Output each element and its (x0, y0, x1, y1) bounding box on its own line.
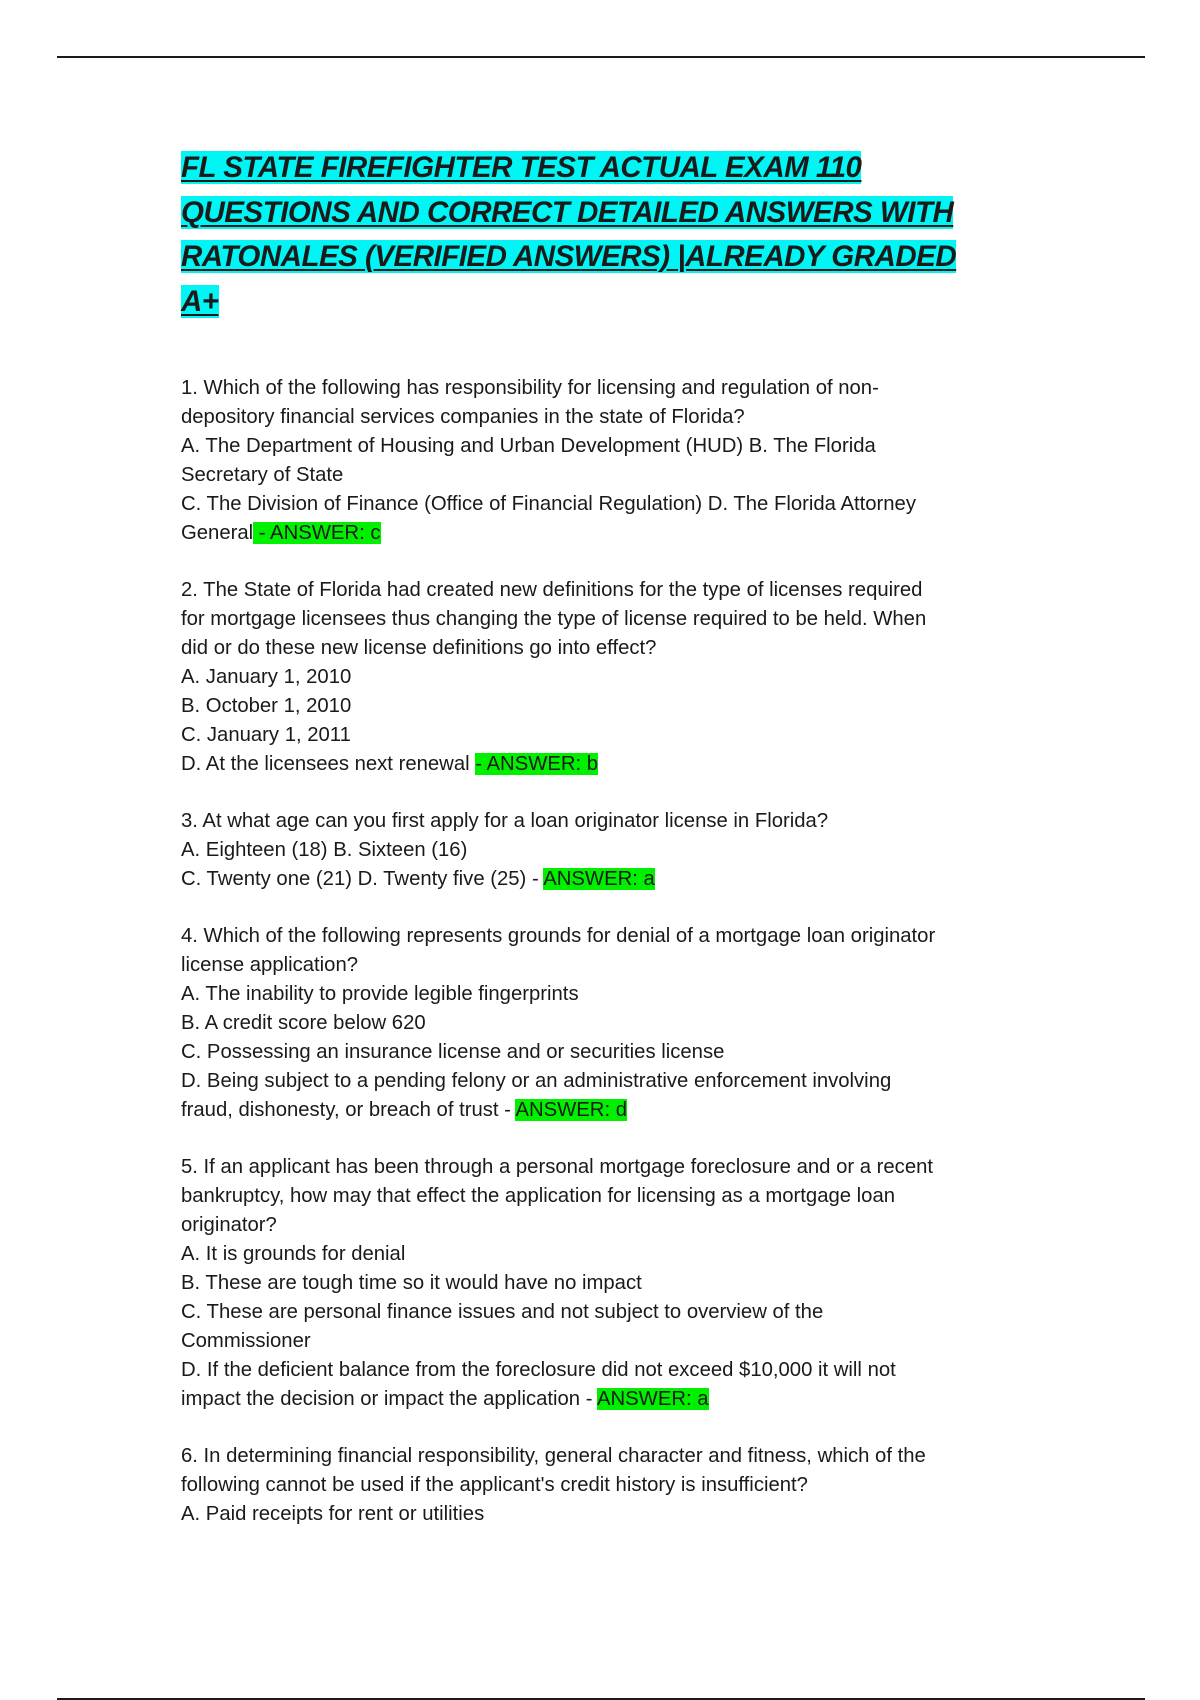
title-line-text: FL STATE FIREFIGHTER TEST ACTUAL EXAM 110 (181, 151, 862, 184)
question-line (181, 663, 1041, 692)
question-text: B. These are tough time so it would have no impact (181, 1272, 642, 1294)
question-line (181, 865, 1041, 894)
question-text: B. October 1, 2010 (181, 695, 352, 717)
answer-highlight: - ANSWER: c (253, 522, 381, 544)
document-title (181, 146, 1041, 324)
question-text: D. If the deficient balance from the foreclosure did not exceed $10,000 it will not (181, 1359, 896, 1381)
question-line (181, 461, 1041, 490)
question-text: D. Being subject to a pending felony or an administrative enforcement involving (181, 1070, 892, 1092)
question-text: originator? (181, 1214, 277, 1236)
question-text: 1. Which of the following has responsibility for licensing and regulation of non- (181, 377, 879, 399)
question-text: for mortgage licensees thus changing the type of license required to be held. When (181, 608, 927, 630)
question-block (181, 1153, 1041, 1414)
question-text: A. The Department of Housing and Urban Development (HUD) B. The Florida (181, 435, 876, 457)
question-line (181, 432, 1041, 461)
question-text: 2. The State of Florida had created new definitions for the type of licenses required (181, 579, 923, 601)
question-line (181, 1471, 1041, 1500)
question-text: B. A credit score below 620 (181, 1012, 426, 1034)
title-line-text: QUESTIONS AND CORRECT DETAILED ANSWERS WITH (181, 195, 954, 229)
question-text: A. Eighteen (18) B. Sixteen (16) (181, 839, 468, 861)
question-text: following cannot be used if the applicant's credit history is insufficient? (181, 1474, 808, 1496)
question-text: 6. In determining financial responsibility, general character and fitness, which of the (181, 1445, 926, 1467)
question-line (181, 922, 1041, 951)
question-line (181, 1269, 1041, 1298)
question-text: 4. Which of the following represents grounds for denial of a mortgage loan originator (181, 925, 936, 947)
question-text: impact the decision or impact the application - (181, 1388, 597, 1410)
question-line (181, 1182, 1041, 1211)
question-line (181, 692, 1041, 721)
question-text: license application? (181, 954, 359, 976)
question-text: 5. If an applicant has been through a personal mortgage foreclosure and or a recent (181, 1156, 934, 1178)
question-text: C. The Division of Finance (Office of Financial Regulation) D. The Florida Attorney (181, 493, 916, 515)
answer-highlight: ANSWER: d (515, 1099, 628, 1121)
question-text: fraud, dishonesty, or breach of trust - (181, 1099, 516, 1121)
question-text: did or do these new license definitions go into effect? (181, 637, 657, 659)
question-line (181, 403, 1041, 432)
question-line (181, 519, 1041, 548)
question-line (181, 721, 1041, 750)
question-line (181, 374, 1041, 403)
question-line (181, 1240, 1041, 1269)
question-text: depository financial services companies in the state of Florida? (181, 406, 745, 428)
question-line (181, 1067, 1041, 1096)
question-line (181, 1500, 1041, 1529)
question-line (181, 1038, 1041, 1067)
question-line (181, 1153, 1041, 1182)
question-text: D. At the licensees next renewal (181, 753, 476, 775)
header-rule (57, 56, 1145, 58)
question-text: 3. At what age can you first apply for a loan originator license in Florida? (181, 810, 829, 832)
question-block (181, 807, 1041, 894)
question-line (181, 750, 1041, 779)
question-line (181, 951, 1041, 980)
question-line (181, 1298, 1041, 1327)
title-line (181, 191, 1041, 236)
answer-highlight: ANSWER: a (543, 868, 655, 890)
question-line (181, 807, 1041, 836)
question-text: bankruptcy, how may that effect the application for licensing as a mortgage loan (181, 1185, 896, 1207)
title-line (181, 146, 1041, 191)
question-text: Secretary of State (181, 464, 344, 486)
question-text: C. These are personal finance issues and not subject to overview of the (181, 1301, 824, 1323)
question-text: C. Possessing an insurance license and or securities license (181, 1041, 725, 1063)
title-line (181, 235, 1041, 280)
question-text: Commissioner (181, 1330, 311, 1352)
question-block (181, 576, 1041, 779)
question-line (181, 1385, 1041, 1414)
title-line-text: RATONALES (VERIFIED ANSWERS) |ALREADY GRADED (181, 240, 957, 273)
question-block (181, 374, 1041, 548)
question-text: C. January 1, 2011 (181, 724, 351, 746)
question-line (181, 836, 1041, 865)
question-line (181, 1096, 1041, 1125)
answer-highlight: - ANSWER: b (475, 753, 599, 775)
question-block (181, 922, 1041, 1125)
question-line (181, 1211, 1041, 1240)
question-text: General (181, 522, 254, 544)
question-line (181, 576, 1041, 605)
question-line (181, 1327, 1041, 1356)
title-line (181, 280, 1041, 325)
document-body (181, 146, 1041, 1529)
question-line (181, 980, 1041, 1009)
question-line (181, 634, 1041, 663)
question-list (181, 374, 1041, 1529)
title-line-text: A+ (181, 284, 219, 318)
question-text: A. The inability to provide legible fingerprints (181, 983, 579, 1005)
question-line (181, 1442, 1041, 1471)
question-line (181, 1009, 1041, 1038)
question-text: A. It is grounds for denial (181, 1243, 406, 1265)
question-text: C. Twenty one (21) D. Twenty five (25) - (181, 868, 544, 890)
question-line (181, 1356, 1041, 1385)
question-text: A. Paid receipts for rent or utilities (181, 1503, 485, 1525)
question-line (181, 605, 1041, 634)
answer-highlight: ANSWER: a (596, 1388, 709, 1410)
question-text: A. January 1, 2010 (181, 666, 352, 688)
question-line (181, 490, 1041, 519)
question-block (181, 1442, 1041, 1529)
